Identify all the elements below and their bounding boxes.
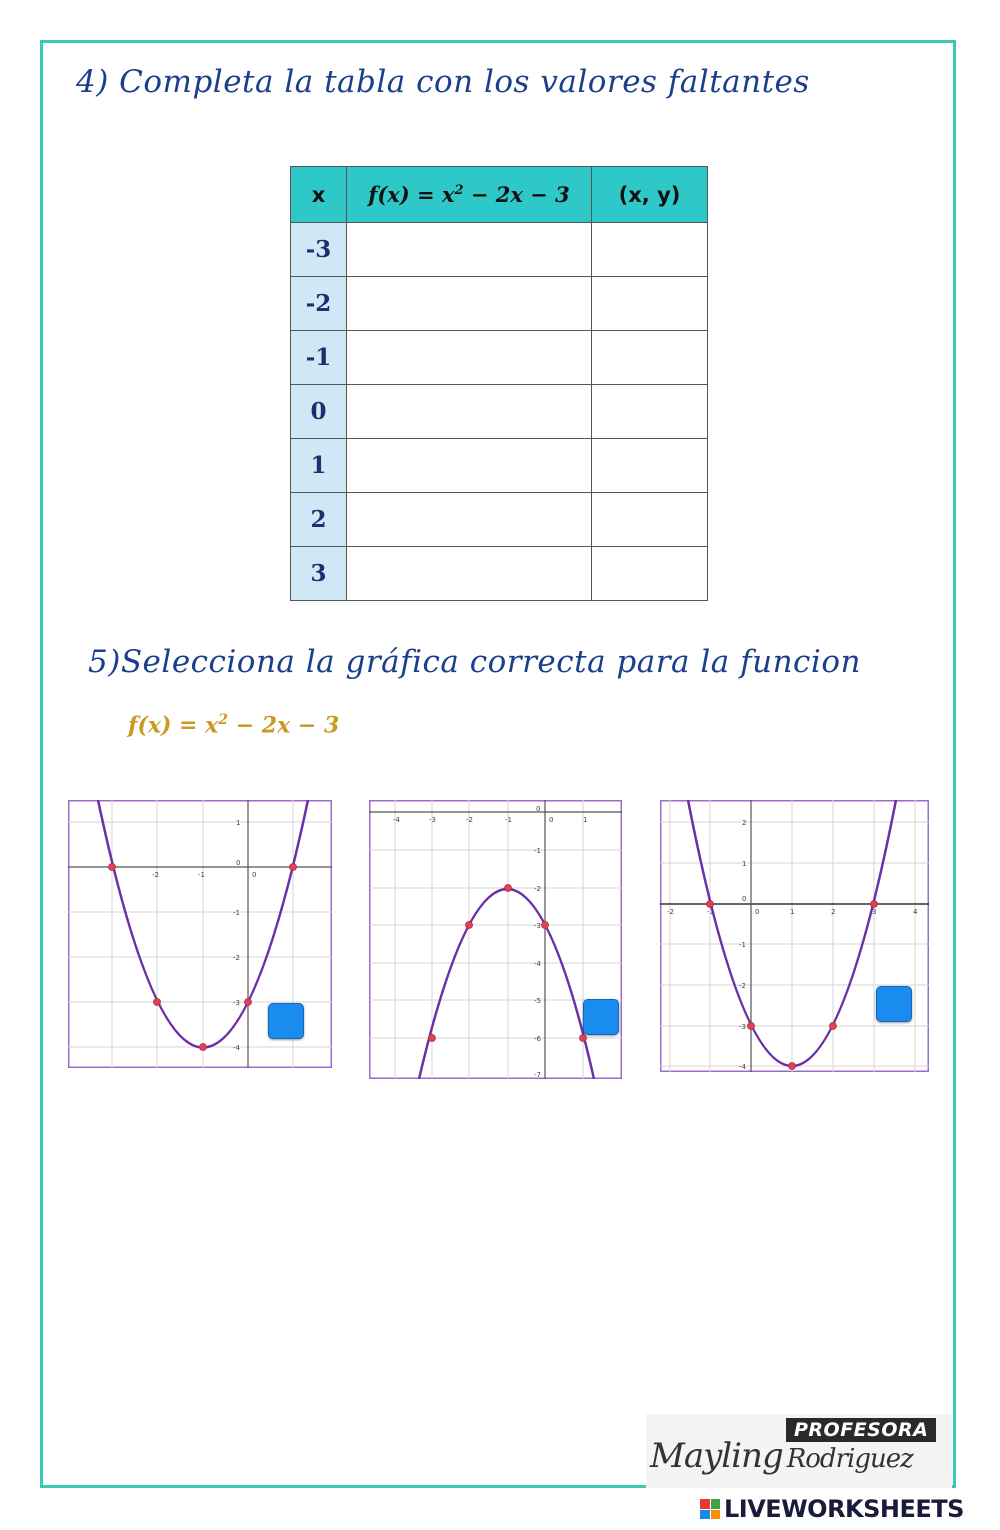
- fx-input-cell[interactable]: [347, 223, 592, 277]
- fx-input-cell[interactable]: [347, 493, 592, 547]
- graph-2-y-tick: -1: [534, 847, 541, 855]
- graph-3-x-tick: -1: [707, 908, 714, 916]
- liveworksheets-wordmark: LIVEWORKSHEETS: [724, 1495, 964, 1523]
- function-main: f(x) = x: [128, 712, 219, 739]
- graph-1-point: [245, 999, 252, 1006]
- graph-3-y-tick: -1: [739, 941, 746, 949]
- header-x: x: [291, 167, 347, 223]
- x-value-cell: 1: [291, 439, 347, 493]
- graph-1-x-tick: 0: [252, 871, 257, 879]
- question-5-title: 5)Selecciona la gráfica correcta para la funcion: [88, 644, 861, 680]
- graph-3-y-tick: 0: [742, 895, 747, 903]
- graph-3-x-tick: 4: [913, 908, 918, 916]
- fx-input-cell[interactable]: [347, 385, 592, 439]
- graph-1-y-tick: 1: [236, 819, 241, 827]
- graph-1-point: [109, 864, 116, 871]
- graph-3-x-tick: 2: [831, 908, 836, 916]
- graph-3-point: [830, 1023, 837, 1030]
- answer-checkbox-3[interactable]: [876, 986, 912, 1022]
- table-row: [291, 547, 708, 601]
- function-tail: − 2x − 3: [228, 712, 340, 739]
- table-row: [291, 439, 708, 493]
- graph-2-y-tick: -6: [534, 1035, 541, 1043]
- function-exp: 2: [218, 712, 229, 728]
- xy-input-cell[interactable]: [592, 331, 708, 385]
- header-fx: [347, 167, 592, 223]
- graph-2-y-tick: -7: [534, 1071, 541, 1079]
- graph-3-canvas: [660, 800, 929, 1072]
- graph-3-y-tick: -4: [739, 1063, 746, 1071]
- graph-2-y-tick: -3: [534, 922, 541, 930]
- graph-1-y-tick: -1: [233, 909, 240, 917]
- graph-3-y-tick: 1: [742, 860, 747, 868]
- graph-1-y-tick: -2: [233, 954, 240, 962]
- graph-2-point: [429, 1035, 436, 1042]
- graph-2-point: [505, 885, 512, 892]
- graph-3-y-tick: -3: [739, 1023, 746, 1031]
- xy-input-cell[interactable]: [592, 439, 708, 493]
- liveworksheets-brand: [700, 1495, 964, 1523]
- graph-option-2: [369, 800, 622, 1079]
- graph-1-y-tick: -4: [233, 1044, 240, 1052]
- x-value-cell: -2: [291, 277, 347, 331]
- fx-input-cell[interactable]: [347, 277, 592, 331]
- table-row: [291, 493, 708, 547]
- teacher-logo: [646, 1414, 952, 1488]
- graph-2-point: [580, 1035, 587, 1042]
- x-value-cell: -3: [291, 223, 347, 277]
- graph-3-point: [789, 1063, 796, 1070]
- graph-2-x-tick: 0: [549, 816, 554, 824]
- profesora-badge: PROFESORA: [786, 1418, 936, 1442]
- graph-1-y-tick: -3: [233, 999, 240, 1007]
- graph-1-point: [154, 999, 161, 1006]
- signature-first: Mayling: [650, 1436, 783, 1476]
- function-expression: [128, 712, 339, 738]
- graph-1-point: [290, 864, 297, 871]
- graph-2-y-tick: -2: [534, 885, 541, 893]
- answer-checkbox-2[interactable]: [583, 999, 619, 1035]
- header-fx-tail: − 2x − 3: [463, 182, 570, 207]
- graph-2-x-tick: -2: [466, 816, 473, 824]
- fx-input-cell[interactable]: [347, 547, 592, 601]
- header-xy: (x, y): [592, 167, 708, 223]
- graph-option-3: [660, 800, 929, 1072]
- x-value-cell: 3: [291, 547, 347, 601]
- graph-3-x-tick: 3: [872, 908, 877, 916]
- graph-1-point: [200, 1044, 207, 1051]
- graph-2-point: [542, 922, 549, 929]
- graph-2-x-tick: -3: [429, 816, 436, 824]
- graph-1-x-tick: -2: [152, 871, 159, 879]
- header-fx-exp: 2: [454, 183, 464, 198]
- graph-2-x-tick: -4: [393, 816, 400, 824]
- xy-input-cell[interactable]: [592, 385, 708, 439]
- liveworksheets-logo-icon: [700, 1499, 720, 1519]
- x-value-cell: 0: [291, 385, 347, 439]
- graph-2-y-tick: 0: [536, 805, 541, 813]
- xy-input-cell[interactable]: [592, 493, 708, 547]
- graph-3-point: [871, 901, 878, 908]
- graph-2-y-tick: -5: [534, 997, 541, 1005]
- answer-checkbox-1[interactable]: [268, 1003, 304, 1039]
- graph-2-y-tick: -4: [534, 960, 541, 968]
- graph-2-canvas: [369, 800, 622, 1079]
- table-row: [291, 385, 708, 439]
- header-fx-main: f(x) = x: [368, 182, 455, 207]
- xy-input-cell[interactable]: [592, 277, 708, 331]
- x-value-cell: -1: [291, 331, 347, 385]
- graph-3-y-tick: -2: [739, 982, 746, 990]
- graph-3-y-tick: 2: [742, 819, 747, 827]
- table-row: [291, 331, 708, 385]
- graph-3-point: [748, 1023, 755, 1030]
- graph-2-x-tick: -1: [505, 816, 512, 824]
- table-row: [291, 277, 708, 331]
- values-table: [290, 166, 708, 601]
- xy-input-cell[interactable]: [592, 547, 708, 601]
- graph-2-point: [466, 922, 473, 929]
- graph-1-y-tick: 0: [236, 859, 241, 867]
- graph-3-x-tick: 0: [755, 908, 760, 916]
- x-value-cell: 2: [291, 493, 347, 547]
- graph-3-point: [707, 901, 714, 908]
- graph-3-x-tick: -2: [667, 908, 674, 916]
- graph-1-x-tick: -1: [198, 871, 205, 879]
- graph-2-x-tick: 1: [583, 816, 588, 824]
- xy-input-cell[interactable]: [592, 223, 708, 277]
- fx-input-cell[interactable]: [347, 439, 592, 493]
- graph-3-x-tick: 1: [790, 908, 795, 916]
- fx-input-cell[interactable]: [347, 331, 592, 385]
- signature: [650, 1436, 913, 1476]
- question-4-title: 4) Completa la tabla con los valores faltantes: [76, 64, 810, 100]
- signature-last: Rodriguez: [786, 1444, 913, 1474]
- table-row: [291, 223, 708, 277]
- graph-option-1: [68, 800, 332, 1068]
